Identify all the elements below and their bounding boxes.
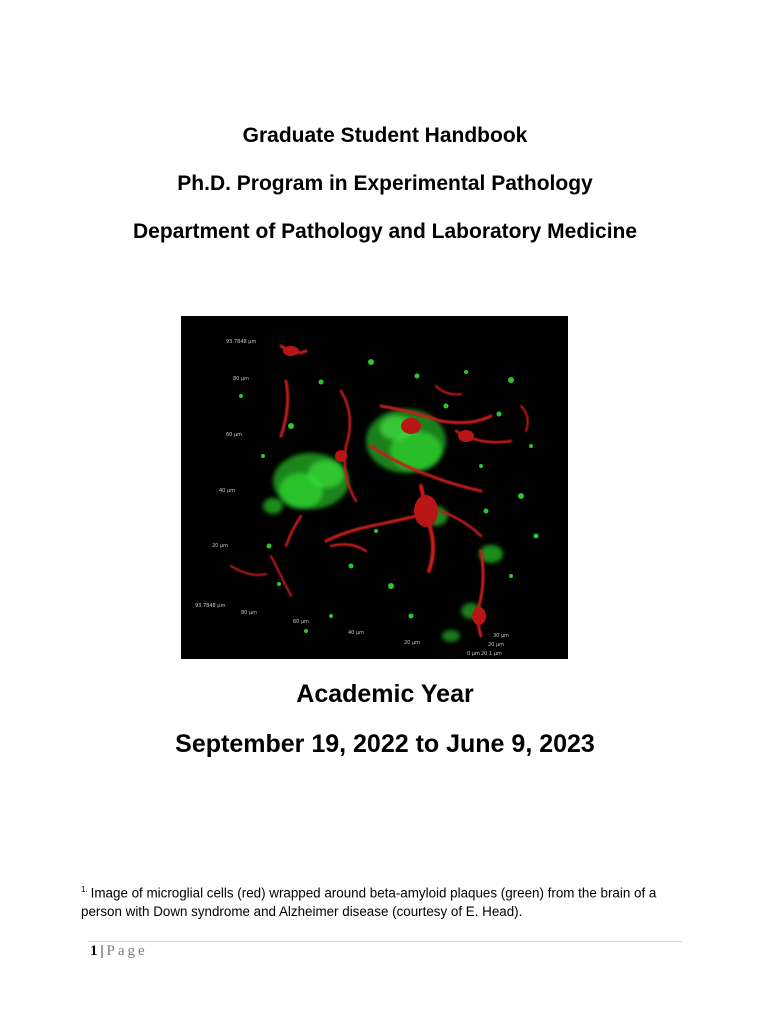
z-axis-label: 20.1 µm bbox=[481, 651, 502, 657]
y-axis-label: 40 µm bbox=[219, 488, 236, 494]
x-axis-label: 60 µm bbox=[293, 619, 310, 625]
footnote-marker: 1. bbox=[81, 885, 88, 894]
footer-divider bbox=[88, 941, 682, 942]
y-axis-label: 20 µm bbox=[212, 543, 229, 549]
microglia-confocal-image bbox=[181, 316, 568, 659]
x-axis-label: 0 µm bbox=[467, 651, 480, 657]
y-axis-label: 60 µm bbox=[226, 432, 243, 438]
figure-background bbox=[181, 316, 568, 659]
academic-year-heading: Academic Year bbox=[296, 680, 474, 708]
academic-year-dates: September 19, 2022 to June 9, 2023 bbox=[175, 730, 595, 758]
page-footer bbox=[90, 943, 148, 960]
program-title: Ph.D. Program in Experimental Pathology bbox=[177, 172, 593, 195]
x-axis-label: 93.7848 µm bbox=[195, 603, 226, 609]
microscopy-rendering bbox=[181, 316, 568, 659]
department-title: Department of Pathology and Laboratory Medicine bbox=[132, 220, 638, 243]
x-axis-label: 40 µm bbox=[348, 630, 365, 636]
x-axis-label: 20 µm bbox=[404, 640, 421, 646]
figure-caption bbox=[81, 880, 691, 921]
page-label: Page bbox=[106, 943, 148, 959]
y-axis-label: 80 µm bbox=[233, 376, 250, 382]
page-number: 1 bbox=[90, 943, 98, 959]
x-axis-label: 80 µm bbox=[241, 610, 258, 616]
handbook-title: Graduate Student Handbook bbox=[242, 124, 528, 147]
y-axis-label: 93.7848 µm bbox=[226, 339, 257, 345]
footer-separator: | bbox=[100, 943, 104, 959]
z-axis-label: 30 µm bbox=[493, 633, 510, 639]
z-axis-label: 20 µm bbox=[488, 642, 505, 648]
caption-text: Image of microglial cells (red) wrapped around beta-amyloid plaques (green) from the brain of a person with Down syndrome and Alzheimer disease (courtesy of E. Head). bbox=[81, 885, 657, 920]
